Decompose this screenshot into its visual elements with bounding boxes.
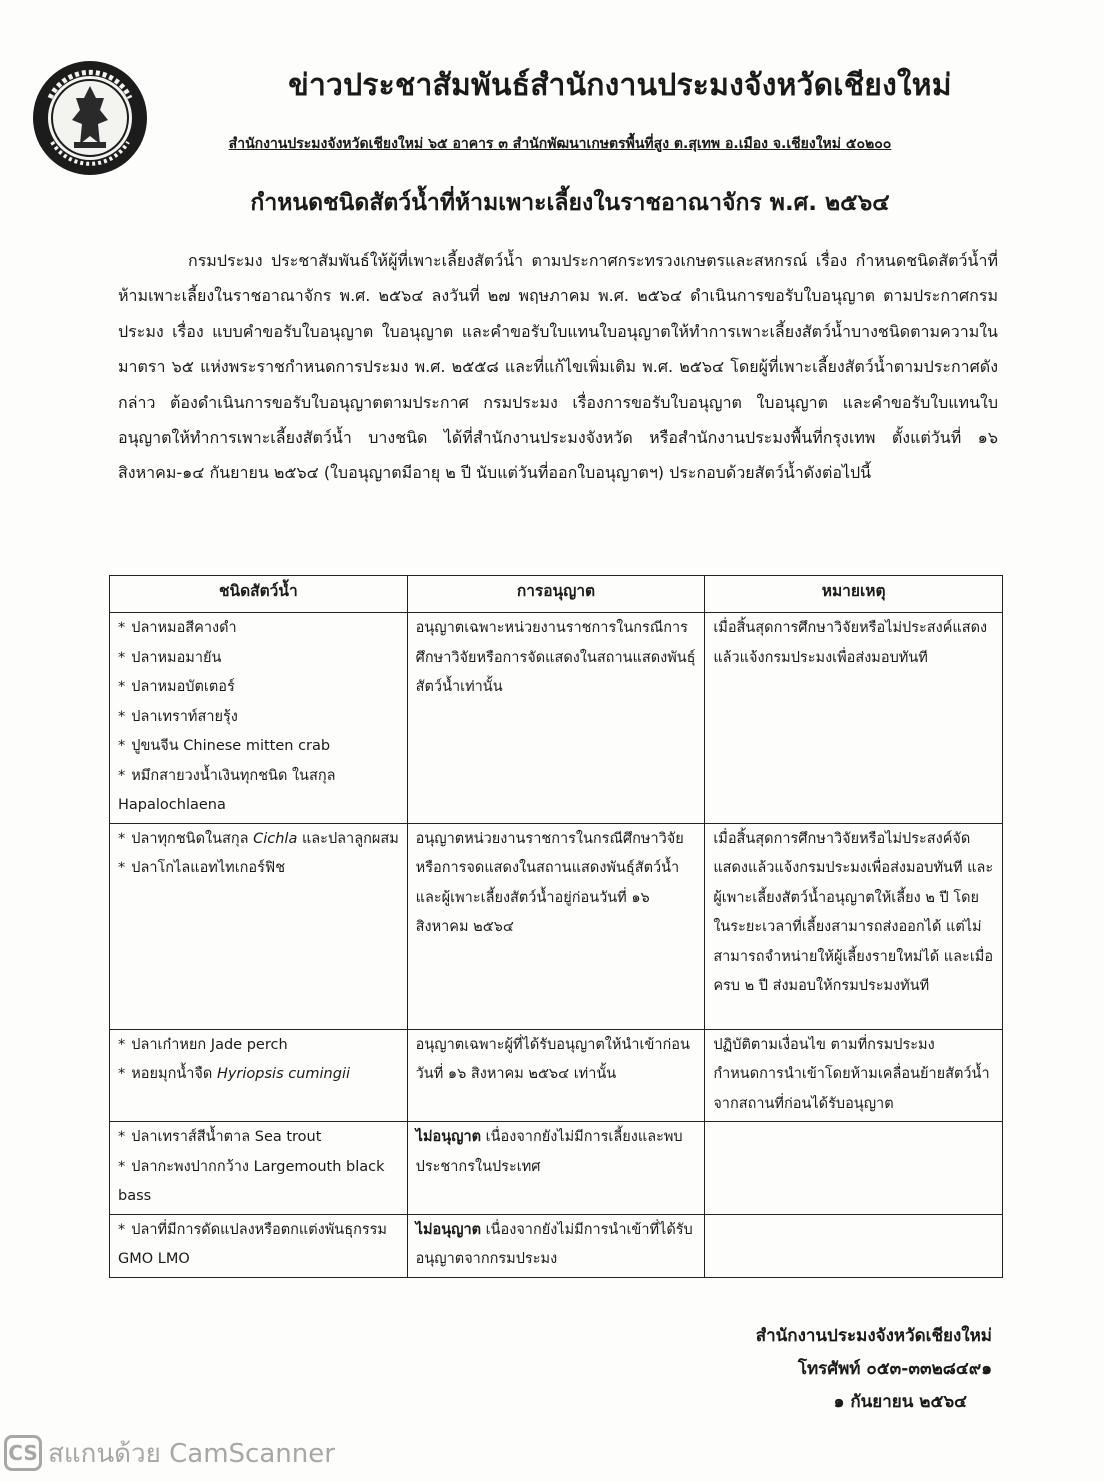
note-cell <box>705 1122 1003 1215</box>
camscanner-watermark <box>4 1433 335 1473</box>
note-cell: เมื่อสิ้นสุดการศึกษาวิจัยหรือไม่ประสงค์แสดงแล้วแจ้งกรมประมงเพื่อส่งมอบทันที <box>705 613 1003 824</box>
species-item: * ปลาเทราท์สายรุ้ง <box>118 708 238 725</box>
announcement-subject: กำหนดชนิดสัตว์น้ำที่ห้ามเพาะเลี้ยงในราชอาณาจักร พ.ศ. ๒๕๖๔ <box>250 190 890 216</box>
office-address: สำนักงานประมงจังหวัดเชียงใหม่ ๖๕ อาคาร ๓ สำนักพัฒนาเกษตรพื้นที่สูง ต.สุเทพ อ.เมือง จ.เชียงใหม่ ๕๐๒๐๐ <box>228 136 892 152</box>
phone-number: โทรศัพท์ ๐๕๓-๓๓๒๘๔๙๑ <box>797 1359 992 1379</box>
species-cell <box>110 823 408 1029</box>
permit-cell: ไม่อนุญาต เนื่องจากยังไม่มีการนำเข้าที่ได้รับอนุญาตจากกรมประมง <box>407 1214 705 1277</box>
species-cell <box>110 1029 408 1122</box>
species-item: * หอยมุกน้ำจืด Hyriopsis cumingii <box>118 1066 351 1082</box>
news-title: ข่าวประชาสัมพันธ์สำนักงานประมงจังหวัดเชียงใหม่ <box>288 68 952 103</box>
permit-cell: อนุญาตเฉพาะผู้ที่ได้รับอนุญาตให้นำเข้าก่อนวันที่ ๑๖ สิงหาคม ๒๕๖๔ เท่านั้น <box>407 1029 705 1122</box>
announcement-body <box>118 243 998 491</box>
issue-date: ๑ กันยายน ๒๕๖๔ <box>833 1392 967 1412</box>
table-row <box>110 1214 1003 1277</box>
species-cell <box>110 1122 408 1215</box>
species-item: * ปลาเทราส์สีน้ำตาล Sea trout <box>118 1129 322 1145</box>
header-species: ชนิดสัตว์น้ำ <box>110 576 408 613</box>
species-item: * ปลากะพงปากกว้าง Largemouth black bass <box>118 1158 385 1204</box>
office-name: สำนักงานประมงจังหวัดเชียงใหม่ <box>755 1326 992 1346</box>
header-note: หมายเหตุ <box>705 576 1003 613</box>
camscanner-text: สแกนด้วย CamScanner <box>48 1438 335 1469</box>
note-cell: ปฏิบัติตามเงื่อนไข ตามที่กรมประมงกำหนดการนำเข้าโดยห้ามเคลื่อนย้ายสัตว์น้ำจากสถานที่ก่อนได้รับอนุญาต <box>705 1029 1003 1122</box>
species-cell <box>110 613 408 824</box>
species-item: * ปูขนจีน Chinese mitten crab <box>118 738 331 754</box>
species-item: * ปลาหมอบัตเตอร์ <box>118 679 235 695</box>
species-item: * หมึกสายวงน้ำเงินทุกชนิด ในสกุล Hapalochlaena <box>118 767 336 813</box>
signature-block <box>756 1320 992 1419</box>
note-cell: เมื่อสิ้นสุดการศึกษาวิจัยหรือไม่ประสงค์จัดแสดงแล้วแจ้งกรมประมงเพื่อส่งมอบทันที และผู้เพาะเลี้ยงสัตว์น้ำอนุญาตให้เลี้ยง ๒ ปี โดยในระยะเวลาที่เลี้ยงสามารถส่งออกได้ แต่ไม่สามารถจำหน่ายให้ผู้เลี้ยงรายใหม่ได้ และเมื่อครบ ๒ ปี ส่งมอบให้กรมประมงทันที <box>705 823 1003 1029</box>
species-cell <box>110 1214 408 1277</box>
department-seal <box>30 58 150 178</box>
species-item: * ปลาทุกชนิดในสกุล Cichla และปลาลูกผสม <box>118 830 399 847</box>
table-header-row <box>110 576 1003 613</box>
permit-cell: อนุญาตหน่วยงานราชการในกรณีศึกษาวิจัยหรือการจดแสดงในสถานแสดงพันธุ์สัตว์น้ำ และผู้เพาะเลี้ยงสัตว์น้ำอยู่ก่อนวันที่ ๑๖ สิงหาคม ๒๕๖๔ <box>407 823 705 1029</box>
note-cell <box>705 1214 1003 1277</box>
table-row <box>110 1122 1003 1215</box>
species-table <box>109 575 1003 1278</box>
species-item: * ปลาหมอมายัน <box>118 649 222 666</box>
species-item: * ปลาที่มีการดัดแปลงหรือตกแต่งพันธุกรรม GMO LMO <box>118 1221 387 1267</box>
table-row <box>110 823 1003 1029</box>
species-item: * ปลาโกไลแอทไทเกอร์ฟิช <box>118 860 286 876</box>
body-paragraph: กรมประมง ประชาสัมพันธ์ให้ผู้ที่เพาะเลี้ยงสัตว์น้ำ ตามประกาศกระทรวงเกษตรและสหกรณ์ เรื่อง กำหนดชนิดสัตว์น้ำที่ห้ามเพาะเลี้ยงในราชอาณาจักร พ.ศ. ๒๕๖๔ ลงวันที่ ๒๗ พฤษภาคม พ.ศ. ๒๕๖๔ ดำเนินการขอรับใบอนุญาต ตามประกาศกรมประมง เรื่อง แบบคำขอรับใบอนุญาต ใบอนุญาต และคำขอรับใบแทนใบอนุญาตให้ทำการเพาะเลี้ยงสัตว์น้ำบางชนิดตามความในมาตรา ๖๕ แห่งพระราชกำหนดการประมง พ.ศ. ๒๕๕๘ และที่แก้ไขเพิ่มเติม พ.ศ. ๒๕๖๔ โดยผู้ที่เพาะเลี้ยงสัตว์น้ำตามประกาศดังกล่าว ต้องดำเนินการขอรับใบอนุญาตตามประกาศ กรมประมง เรื่องการขอรับใบอนุญาต ใบอนุญาต และคำขอรับใบแทนใบอนุญาตให้ทำการเพาะเลี้ยงสัตว์น้ำ บางชนิด ได้ที่สำนักงานประมงจังหวัด หรือสำนักงานประมงพื้นที่กรุงเทพ ตั้งแต่วันที่ ๑๖ สิงหาคม-๑๔ กันยายน ๒๕๖๔ (ใบอนุญาตมีอายุ ๒ ปี นับแต่วันที่ออกใบอนุญาตฯ) ประกอบด้วยสัตว์น้ำดังต่อไปนี้ <box>118 251 998 483</box>
permit-cell: อนุญาตเฉพาะหน่วยงานราชการในกรณีการศึกษาวิจัยหรือการจัดแสดงในสถานแสดงพันธุ์สัตว์น้ำเท่านั้น <box>407 613 705 824</box>
permit-cell: ไม่อนุญาต เนื่องจากยังไม่มีการเลี้ยงและพบประชากรในประเทศ <box>407 1122 705 1215</box>
species-item: * ปลาเก๋าหยก Jade perch <box>118 1036 288 1053</box>
table-row <box>110 613 1003 824</box>
species-item: * ปลาหมอสีคางดำ <box>118 620 237 636</box>
camscanner-logo-icon: CS <box>4 1435 42 1471</box>
table-row <box>110 1029 1003 1122</box>
header-permit: การอนุญาต <box>407 576 705 613</box>
